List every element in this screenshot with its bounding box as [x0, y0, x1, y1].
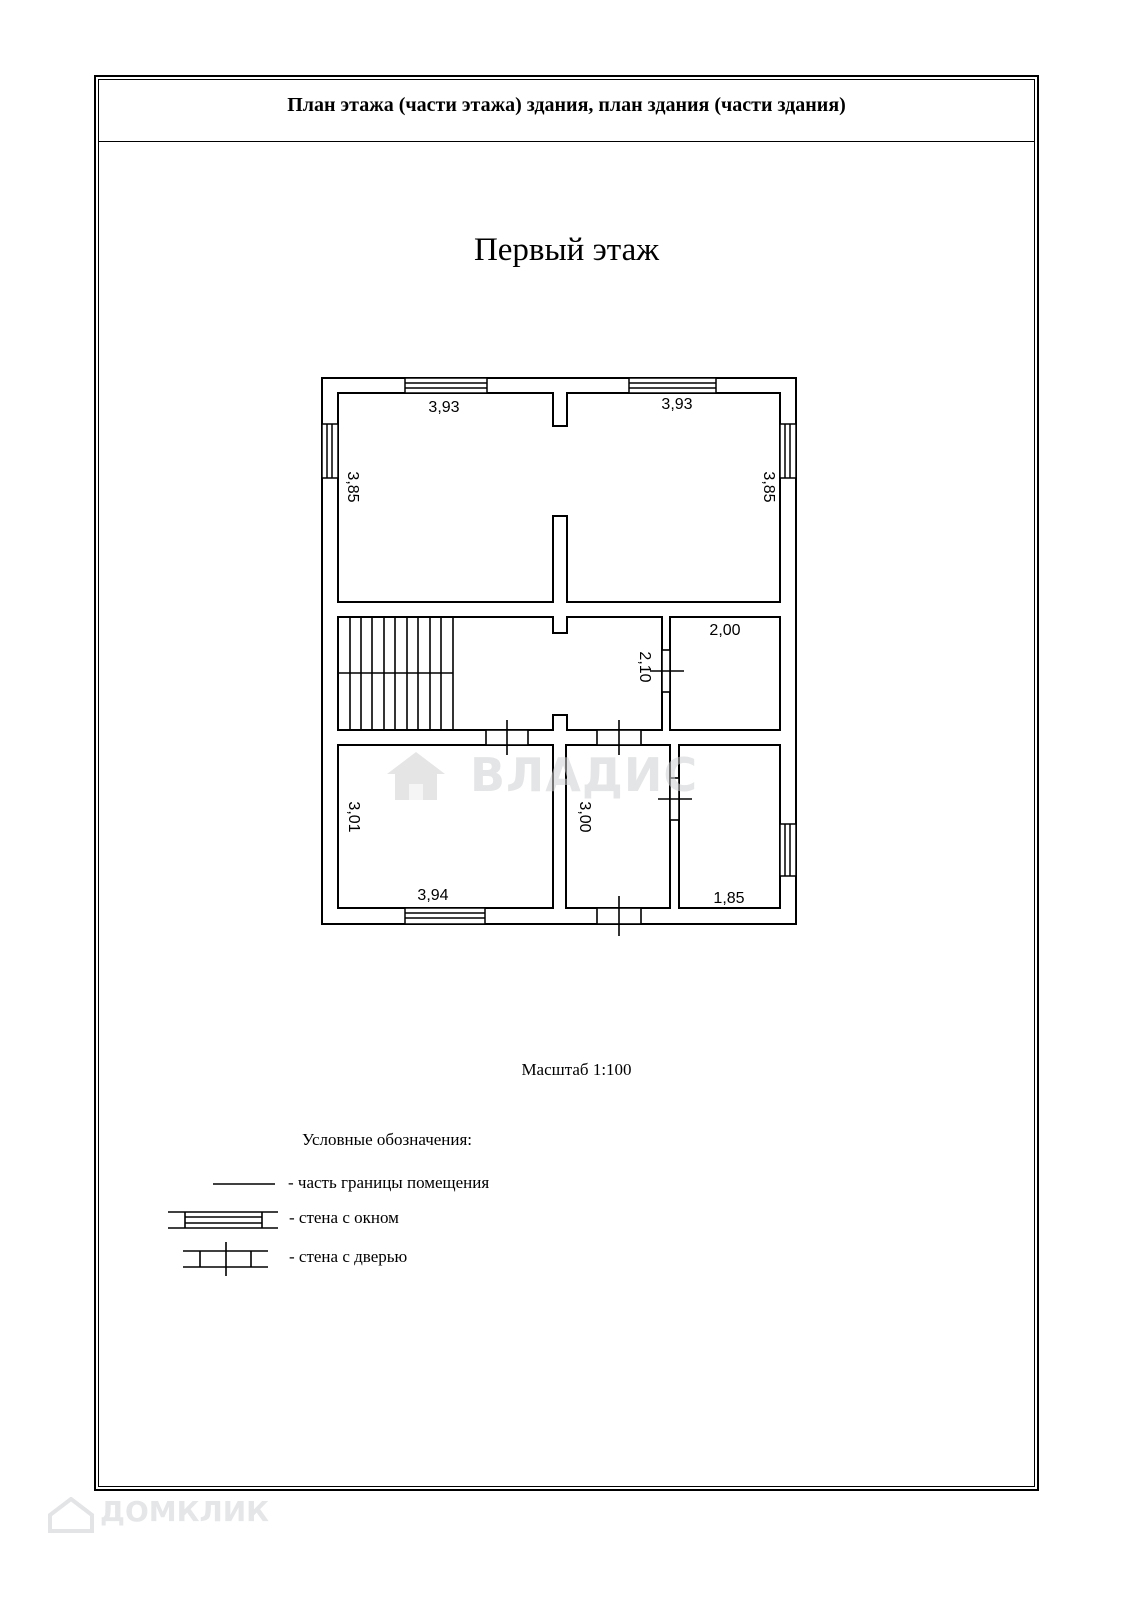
dim-room-bl-side: 3,01	[345, 801, 362, 833]
agency-watermark: ВЛАДИС	[470, 748, 699, 802]
dim-room-bl-bottom: 3,94	[417, 887, 449, 904]
legend-door-label: - стена с дверью	[289, 1247, 408, 1266]
window-top-right	[629, 378, 716, 393]
domclick-logo-icon	[48, 1497, 94, 1533]
window-right	[780, 424, 796, 478]
dim-hall-side: 2,10	[636, 651, 653, 683]
legend-door-symbol	[183, 1242, 268, 1276]
dim-room-br-bottom: 1,85	[713, 890, 745, 907]
dim-room1-top: 3,93	[428, 399, 460, 416]
scale-label: Масштаб 1:100	[521, 1060, 632, 1079]
dim-room-bm-side: 3,00	[576, 801, 593, 833]
dim-room2-top: 3,93	[661, 396, 693, 413]
legend-title: Условные обозначения:	[302, 1130, 473, 1149]
door-small-room	[650, 650, 684, 692]
door-outer	[597, 896, 641, 936]
house-logo-icon	[385, 750, 447, 802]
window-left	[322, 424, 338, 478]
legend-window-label: - стена с окном	[289, 1208, 399, 1227]
dim-room1-side: 3,85	[344, 471, 361, 503]
legend-window-symbol	[168, 1212, 278, 1228]
document-header: План этажа (части этажа) здания, план здания (части здания)	[287, 94, 846, 116]
floor-title: Первый этаж	[473, 232, 660, 268]
building-outline	[322, 378, 796, 924]
window-right-lower	[780, 824, 796, 876]
dim-small-room-top: 2,00	[709, 622, 741, 639]
domclick-watermark: ДОМКЛИК	[100, 1495, 270, 1528]
dim-room2-side: 3,85	[760, 471, 777, 503]
top-rooms-contour	[338, 393, 780, 602]
legend-line-label: - часть границы помещения	[288, 1173, 490, 1192]
window-top-left	[405, 378, 487, 393]
window-bottom-left	[405, 908, 485, 924]
staircase	[338, 617, 453, 730]
